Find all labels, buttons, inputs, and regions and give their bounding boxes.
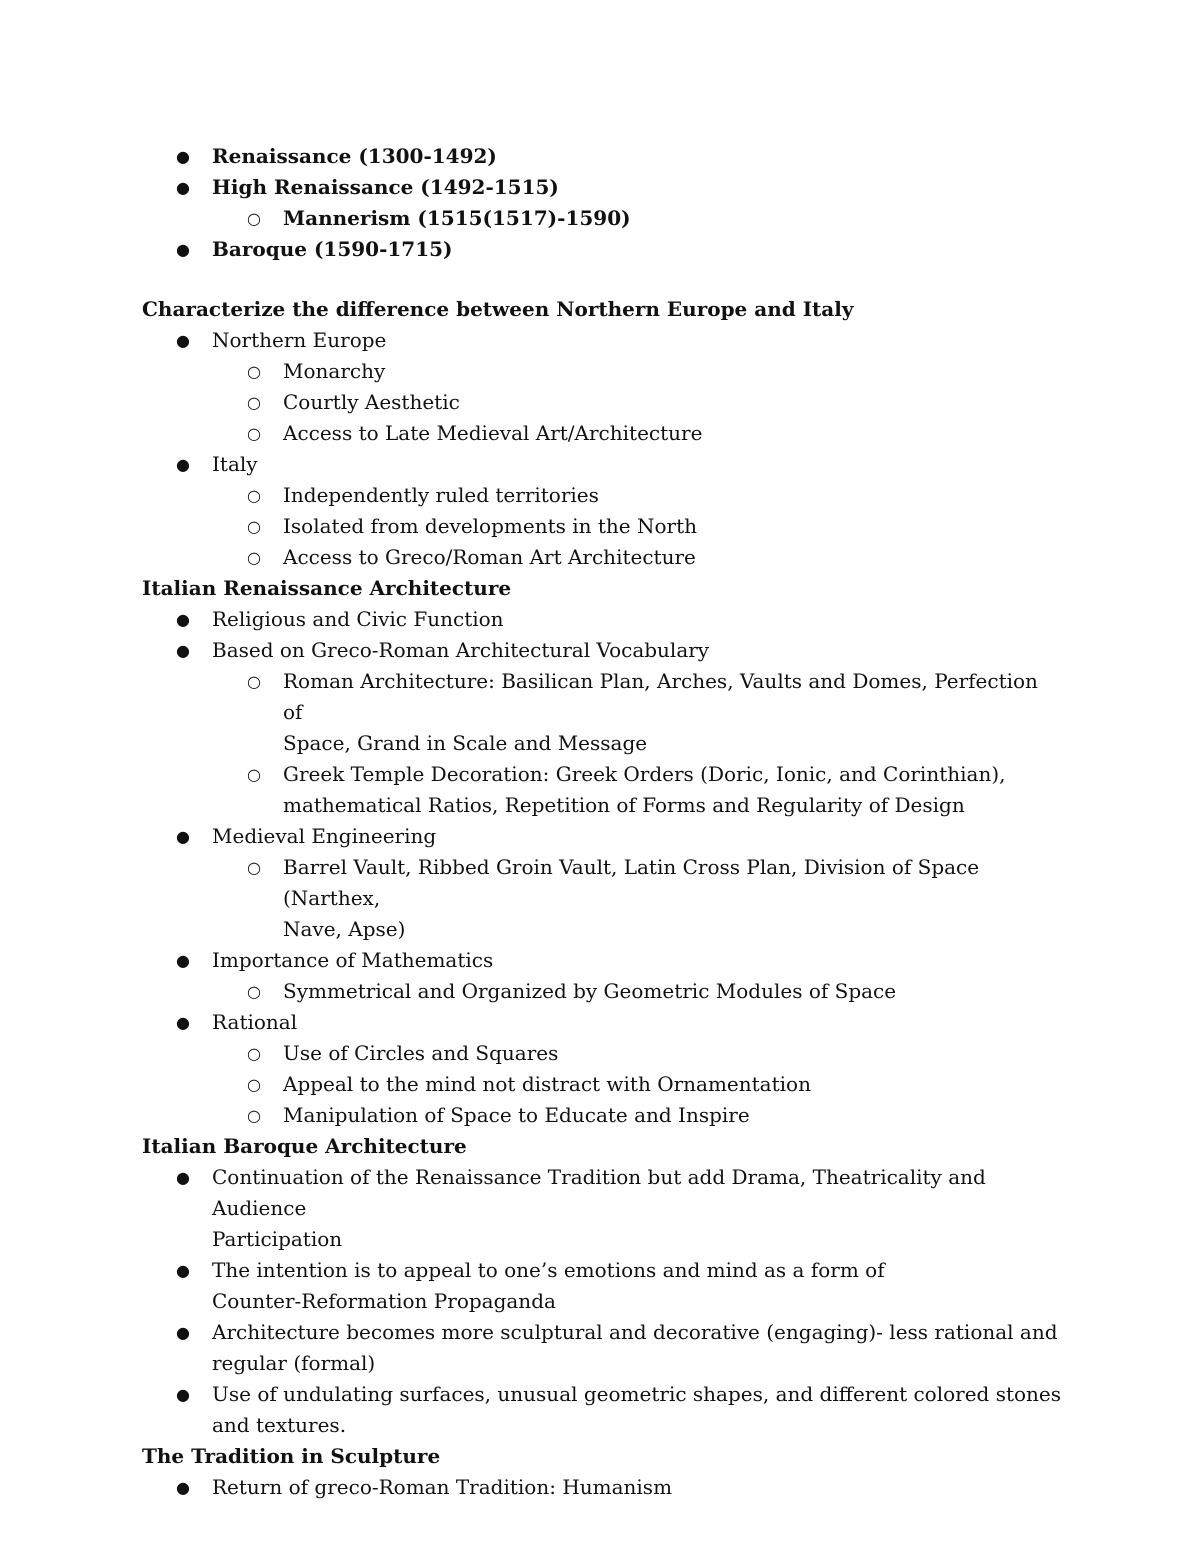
list-item-text: Access to Greco/Roman Art Architecture [283,545,696,569]
list-item-line: Counter-Reformation Propaganda [212,1289,556,1313]
bullet-icon: ● [176,1261,190,1280]
list-item [142,1317,1062,1379]
list-item-text: Manipulation of Space to Educate and Inspire [283,1103,750,1127]
list-item-text: Baroque (1590-1715) [212,237,453,261]
document-content [142,141,1062,1503]
list-item-text: Use of Circles and Squares [283,1041,559,1065]
bullet-icon: ● [176,147,190,166]
list-item-line: regular (formal) [212,1351,376,1375]
circle-bullet-icon: ○ [247,1106,261,1125]
list-item-line: The intention is to appeal to one’s emotions and mind as a form of [212,1258,885,1282]
bullet-icon: ● [176,610,190,629]
list-item-line: Participation [212,1227,343,1251]
circle-bullet-icon: ○ [247,765,261,784]
list-item [142,852,1062,945]
list-item-text: Monarchy [283,359,386,383]
list-item-text: Appeal to the mind not distract with Ornamentation [283,1072,811,1096]
section-heading: The Tradition in Sculpture [142,1444,441,1468]
list-item [142,1255,1062,1317]
list-item [142,821,1062,852]
list-item [142,1069,1062,1100]
circle-bullet-icon: ○ [247,486,261,505]
list-item-text: High Renaissance (1492-1515) [212,175,559,199]
bullet-icon: ● [176,178,190,197]
list-item [142,449,1062,480]
bullet-icon: ● [176,1323,190,1342]
list-item-text: Importance of Mathematics [212,948,494,972]
list-item [142,325,1062,356]
list-item [142,1038,1062,1069]
list-item-line: Greek Temple Decoration: Greek Orders (Doric, Ionic, and Corinthian), [283,762,1006,786]
bullet-icon: ● [176,1168,190,1187]
section-heading: Characterize the difference between Northern Europe and Italy [142,297,854,321]
list-item-line: mathematical Ratios, Repetition of Forms and Regularity of Design [283,793,965,817]
list-item [142,141,1062,172]
list-item-text: Religious and Civic Function [212,607,504,631]
list-item [142,1472,1062,1503]
list-item-line: Use of undulating surfaces, unusual geometric shapes, and different colored stones [212,1382,1062,1406]
list-item-text: Independently ruled territories [283,483,599,507]
list-item-text: Northern Europe [212,328,387,352]
circle-bullet-icon: ○ [247,1044,261,1063]
list-item-line: Roman Architecture: Basilican Plan, Arches, Vaults and Domes, Perfection of [283,669,1038,724]
list-item [142,1100,1062,1131]
list-item-line: Continuation of the Renaissance Tradition but add Drama, Theatricality and Audience [212,1165,986,1220]
list-item-text: Rational [212,1010,298,1034]
list-item-text: Based on Greco-Roman Architectural Vocabulary [212,638,710,662]
bullet-icon: ● [176,455,190,474]
list-item [142,976,1062,1007]
circle-bullet-icon: ○ [247,517,261,536]
circle-bullet-icon: ○ [247,548,261,567]
list-item [142,542,1062,573]
list-item-line: Barrel Vault, Ribbed Groin Vault, Latin Cross Plan, Division of Space (Narthex, [283,855,980,910]
list-item [142,511,1062,542]
list-item-text: Italy [212,452,258,476]
list-item [142,418,1062,449]
list-item [142,666,1062,759]
list-item [142,172,1062,203]
list-item [142,604,1062,635]
list-item [142,945,1062,976]
list-item [142,356,1062,387]
bullet-icon: ● [176,827,190,846]
list-item-text: Courtly Aesthetic [283,390,460,414]
bullet-icon: ● [176,1013,190,1032]
bullet-icon: ● [176,1385,190,1404]
bullet-icon: ● [176,641,190,660]
circle-bullet-icon: ○ [247,1075,261,1094]
list-item-text: Access to Late Medieval Art/Architecture [283,421,703,445]
list-item-line: and textures. [212,1413,347,1437]
list-item-text: Symmetrical and Organized by Geometric Modules of Space [283,979,897,1003]
circle-bullet-icon: ○ [247,393,261,412]
list-item-text: Medieval Engineering [212,824,437,848]
list-item [142,234,1062,265]
list-item [142,1007,1062,1038]
list-item [142,759,1062,821]
section-heading: Italian Renaissance Architecture [142,576,512,600]
list-item-text: Isolated from developments in the North [283,514,698,538]
list-item-line: Space, Grand in Scale and Message [283,731,648,755]
circle-bullet-icon: ○ [247,982,261,1001]
list-item [142,635,1062,666]
list-item [142,480,1062,511]
list-item [142,1162,1062,1255]
circle-bullet-icon: ○ [247,424,261,443]
section-heading: Italian Baroque Architecture [142,1134,467,1158]
list-item-text: Renaissance (1300-1492) [212,144,497,168]
list-item [142,1379,1062,1441]
circle-bullet-icon: ○ [247,209,261,228]
list-item [142,387,1062,418]
list-item-line: Architecture becomes more sculptural and decorative (engaging)- less rational and [212,1320,1058,1344]
bullet-icon: ● [176,1478,190,1497]
list-item-text: Mannerism (1515(1517)-1590) [283,206,631,230]
circle-bullet-icon: ○ [247,362,261,381]
list-item [142,203,1062,234]
bullet-icon: ● [176,240,190,259]
circle-bullet-icon: ○ [247,858,261,877]
bullet-icon: ● [176,331,190,350]
spacer [142,265,1062,294]
list-item-line: Nave, Apse) [283,917,406,941]
list-item-text: Return of greco-Roman Tradition: Humanism [212,1475,673,1499]
bullet-icon: ● [176,951,190,970]
circle-bullet-icon: ○ [247,672,261,691]
